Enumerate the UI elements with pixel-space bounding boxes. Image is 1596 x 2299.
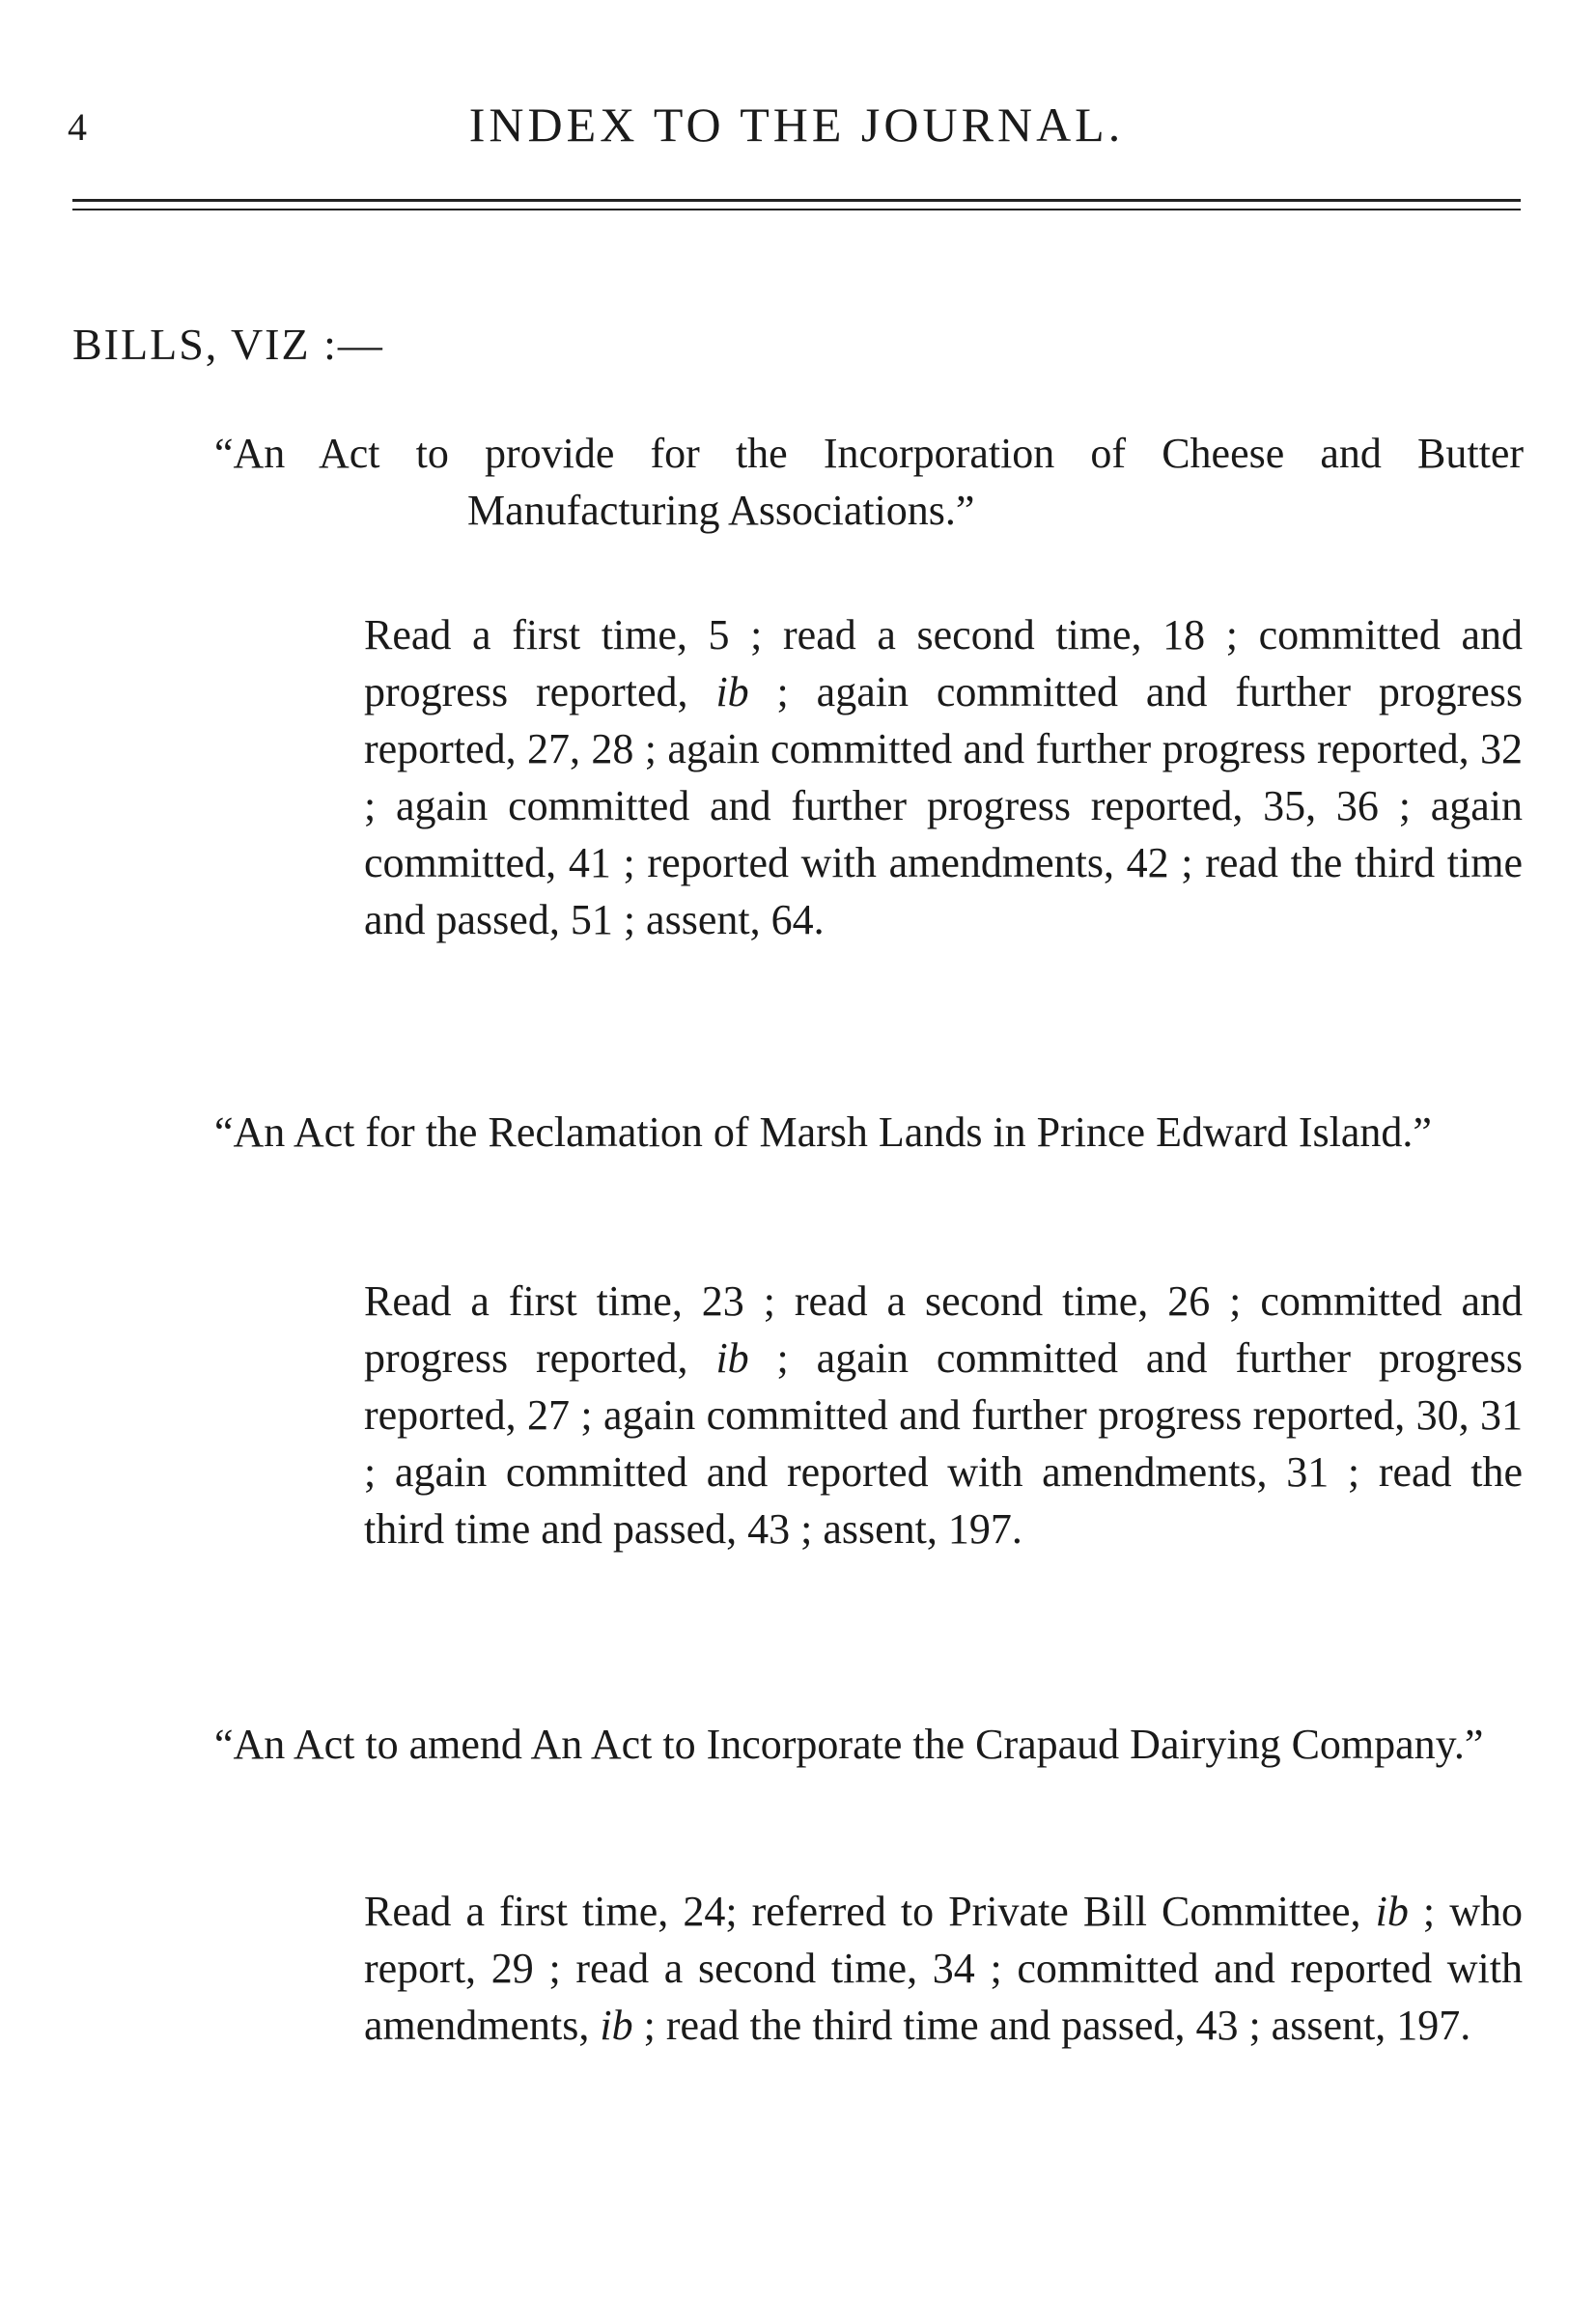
- bill-title: “An Act to provide for the Incorporation of Cheese and Butter Manufacturing Associations.”: [214, 430, 1524, 534]
- bill-proceedings: Read a first time, 5 ; read a second time, 18 ; committed and progress reported, ib ; again committed and further progress reported, 27, 28 ; again committed and further progress reported, 32 ; again committed and further progress reported, 35, 36 ; again committed, 41 ; reported with amendments, 42 ; read the third time and passed, 51 ; assent, 64.: [364, 611, 1523, 943]
- bill-title: “An Act to amend An Act to Incorporate the Crapaud Dairying Company.”: [214, 1721, 1484, 1768]
- bill-proceedings: Read a first time, 23 ; read a second time, 26 ; committed and progress reported, ib ; again committed and further progress reported, 27 ; again committed and further progress reported, 30, 31 ; again committed and reported with amendments, 31 ; read the third time and passed, 43 ; assent, 197.: [364, 1277, 1523, 1553]
- page-number: 4: [68, 105, 87, 149]
- header-rule-bottom: [72, 209, 1521, 210]
- section-title: BILLS, VIZ :—: [72, 320, 384, 369]
- running-head: INDEX TO THE JOURNAL.: [468, 98, 1125, 152]
- page-header: [68, 97, 1526, 154]
- header-rule-top: [72, 199, 1521, 202]
- bill-title: “An Act for the Reclamation of Marsh Lands in Prince Edward Island.”: [214, 1108, 1432, 1156]
- bill-proceedings: Read a first time, 24; referred to Private Bill Committee, ib ; who report, 29 ; read a second time, 34 ; committed and reported with amendments, ib ; read the third time and passed, 43 ; assent, 197.: [364, 1888, 1524, 2049]
